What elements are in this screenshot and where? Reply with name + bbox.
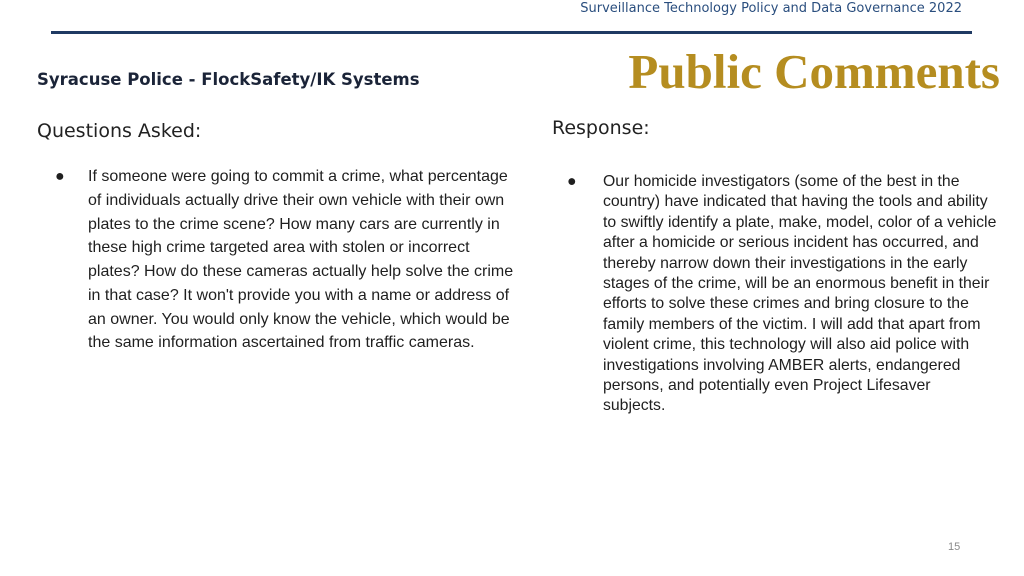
bullet-icon: ● (55, 168, 65, 185)
question-text: If someone were going to commit a crime, what percentage of individuals actually drive their own vehicle with their own plates to the crime scene? How many cars are currently in these high crime targeted area with stolen or incorrect plates? How do these cameras actually help solve the crime in that case? It won't provide you with a name or address of an owner. You would only know the vehicle, which would be the same information ascertained from traffic cameras. (88, 168, 514, 352)
slide-title: Syracuse Police - FlockSafety/IK Systems (37, 70, 420, 89)
response-heading: Response: (552, 117, 650, 139)
header-divider (51, 31, 972, 34)
question-item (55, 165, 525, 355)
response-text: Our homicide investigators (some of the best in the country) have indicated that having the tools and ability to swiftly identify a plate, make, model, color of a vehicle after a homicide or serious incident has occurred, and thereby narrow down their investigations in the early stages of the crime, will be an enormous benefit in their efforts to solve these crimes and bring closure to the family members of the victim. I will add that apart from violent crime, this technology will also aid police with investigations involving AMBER alerts, endangered persons, and potentially even Project Lifesaver subjects. (603, 173, 997, 415)
questions-heading: Questions Asked: (37, 120, 202, 142)
page-number: 15 (948, 541, 961, 553)
header-title: Surveillance Technology Policy and Data Governance 2022 (580, 1, 962, 16)
public-comments-heading: Public Comments (628, 44, 1000, 99)
response-item (567, 172, 997, 417)
bullet-icon: ● (567, 173, 577, 190)
